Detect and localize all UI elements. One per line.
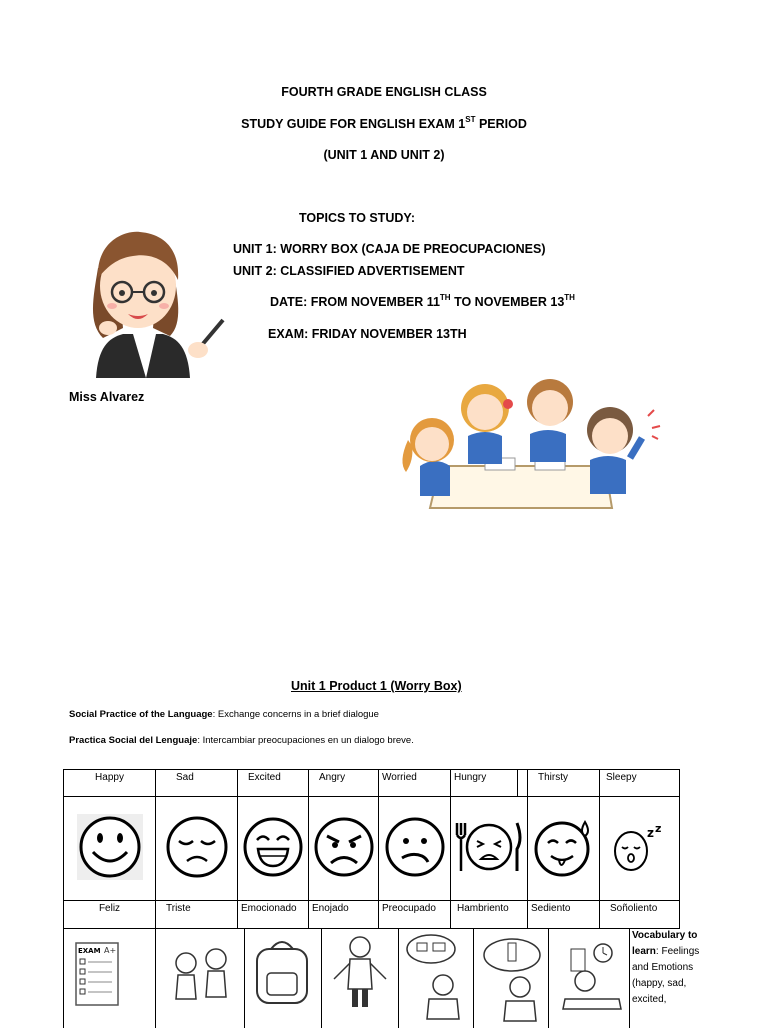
title-line-2-end: PERIOD [475, 117, 527, 131]
faces-row [64, 797, 680, 901]
exam-checklist-icon [64, 929, 156, 1028]
angry-kid-icon [322, 929, 399, 1028]
emotions-table [63, 769, 680, 929]
date-sup-2: TH [564, 293, 575, 302]
sleepy-kid-icon [549, 929, 630, 1028]
thirsty-kid-cell [473, 928, 549, 1028]
unit1-title: Unit 1 Product 1 (Worry Box) [291, 679, 462, 693]
svg-text:z: z [654, 822, 661, 835]
thirsty-kid-icon [474, 929, 549, 1028]
practica-social-line [69, 735, 414, 746]
emotion-es-label: Soñoliento [600, 901, 680, 929]
english-labels-row [64, 770, 680, 797]
vocabulary-note [632, 928, 702, 1008]
emotion-en-label: Sad [156, 770, 238, 797]
backpack-cell [244, 928, 322, 1028]
exam-checklist-cell [63, 928, 156, 1028]
emotion-en-label [518, 770, 528, 797]
excited-face-icon [238, 797, 309, 901]
emotion-en-label: Thirsty [528, 770, 600, 797]
worried-thinker-icon [399, 929, 474, 1028]
emotion-es-label: Sediento [528, 901, 600, 929]
date-line [270, 295, 575, 309]
angry-face-icon [309, 797, 379, 901]
title-line-2-sup: ST [465, 115, 476, 124]
vocabulary-text: : Feelings and Emotions (happy, sad, excited, [632, 946, 700, 1005]
worried-thinker-cell [398, 928, 474, 1028]
thirsty-face-icon [528, 797, 600, 901]
spanish-labels-row [64, 901, 680, 929]
title-line-2 [0, 117, 768, 131]
social-practice-label: Social Practice of the Language [69, 709, 213, 720]
date-b: TO NOVEMBER 13 [450, 295, 565, 309]
practica-social-label: Practica Social del Lenguaje [69, 735, 198, 746]
vocabulary-label: Vocabulary to learn [632, 930, 698, 957]
emotion-en-label: Worried [379, 770, 451, 797]
emotion-en-label: Sleepy [600, 770, 680, 797]
teacher-illustration [78, 228, 228, 383]
topic-unit-2: UNIT 2: CLASSIFIED ADVERTISEMENT [233, 264, 465, 278]
angry-kid-cell [321, 928, 399, 1028]
svg-text:z: z [646, 826, 654, 840]
emotion-es-label: Emocionado [238, 901, 309, 929]
backpack-icon [245, 929, 322, 1028]
emotion-en-label: Hungry [451, 770, 518, 797]
emotion-es-label: Enojado [309, 901, 379, 929]
date-a: DATE: FROM NOVEMBER 11 [270, 295, 440, 309]
hungry-face-icon [451, 797, 528, 901]
title-line-1: FOURTH GRADE ENGLISH CLASS [281, 85, 487, 99]
practica-social-text: : Intercambiar preocupaciones en un dialogo breve. [197, 735, 414, 746]
topic-unit-1: UNIT 1: WORRY BOX (CAJA DE PREOCUPACIONES) [233, 242, 546, 256]
social-practice-text: : Exchange concerns in a brief dialogue [212, 709, 379, 720]
emotion-en-label: Excited [238, 770, 309, 797]
title-line-2-main: STUDY GUIDE FOR ENGLISH EXAM 1 [241, 117, 466, 131]
emotion-es-label: Hambriento [451, 901, 528, 929]
title-line-3: (UNIT 1 AND UNIT 2) [323, 148, 445, 162]
grade-text: A+ [104, 946, 117, 955]
sleepy-kid-cell [548, 928, 630, 1028]
date-sup-1: TH [439, 293, 451, 302]
kids-table-illustration [390, 376, 665, 511]
social-practice-line [69, 709, 379, 720]
worried-face-icon [379, 797, 451, 901]
emotion-en-label: Happy [64, 770, 156, 797]
topics-heading: TOPICS TO STUDY: [299, 211, 415, 225]
emotion-en-label: Angry [309, 770, 379, 797]
two-kids-cell [155, 928, 245, 1028]
emotion-es-label: Preocupado [379, 901, 451, 929]
happy-face-icon [64, 797, 156, 901]
exam-text: EXAM [78, 947, 101, 955]
sleepy-face-icon [600, 797, 680, 901]
teacher-name: Miss Alvarez [69, 390, 145, 404]
two-kids-icon [156, 929, 245, 1028]
exam-line: EXAM: FRIDAY NOVEMBER 13TH [268, 327, 467, 341]
sad-face-icon [156, 797, 238, 901]
emotion-es-label: Triste [156, 901, 238, 929]
emotion-es-label: Feliz [64, 901, 156, 929]
